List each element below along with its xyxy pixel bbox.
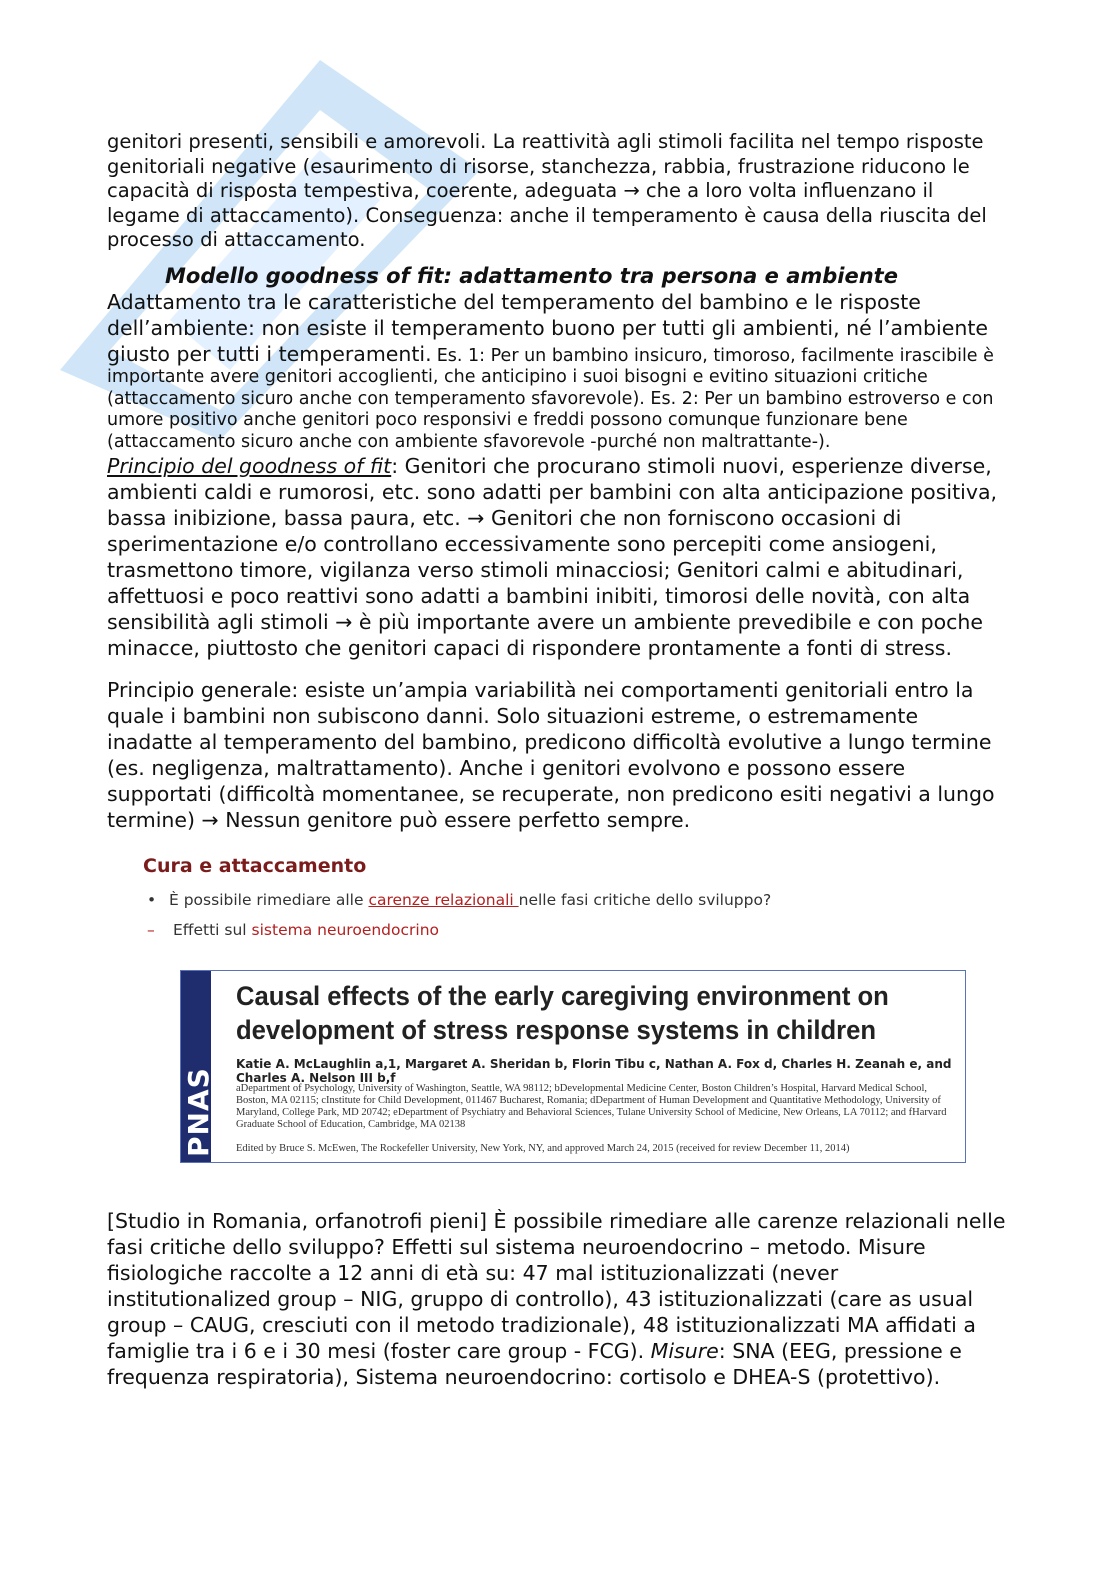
dash-icon: – (147, 921, 155, 939)
pnas-affiliations: aDepartment of Psychology, University of Washington, Seattle, WA 98112; bDevelopmental Medicine Center, Boston Children’s Hospital, Harvard Medical School, Boston, MA 02115; cInstitute for Child Development, 011467 Bucharest, Romania; dDepartment of Human Development and Quantitative Methodology, University of Maryland, College Park, MD 20742; eDepartment of Psychiatry and Behavioral Sciences, Tulane University School of Medicine, New Orleans, LA 70112; and fHarvard Graduate School of Education, Cambridge, MA 02138 (236, 1083, 947, 1130)
principle-label: Principio del goodness of fit (107, 454, 392, 478)
pnas-title: Causal effects of the early caregiving environment on development of stress response systems in children (236, 981, 889, 1045)
bullet-pre: È possibile rimediare alle (169, 891, 369, 909)
study-label: Misure (650, 1339, 719, 1363)
principle-text: : Genitori che procurano stimoli nuovi, esperienze diverse, ambienti caldi e rumorosi, etc. sono adatti per bambini con alta anticipazione positiva, bassa inibizione, bassa paura, etc. → Genitori che non forniscono occasioni di sperimentazione e/o controllano eccessivamente sono percepiti come ansiogeni, trasmettono timore, vigilanza verso stimoli minacciosi; Genitori calmi e abitudinari, affettuosi e poco reattivi sono adatti a bambini inibiti, timorosi delle novità, con alta sensibilità agli stimoli → è più importante avere un ambiente prevedibile e con poche minacce, piuttosto che genitori capaci di rispondere prontamente a fonti di stress. (107, 454, 998, 660)
sub-pre: Effetti sul (173, 921, 252, 939)
pnas-article-header (180, 970, 966, 1163)
slide-subbullet (147, 921, 439, 939)
slide-image (107, 855, 1007, 1210)
document-page (107, 130, 1007, 1390)
principle-paragraph (107, 453, 1007, 661)
fit-main-text: Adattamento tra le caratteristiche del temperamento del bambino e le risposte dell’ambiente: non esiste il temperamento buono per tutti gli ambienti, né l’ambiente giusto per tutti i temperamenti. (107, 289, 988, 366)
study-post: : SNA (EEG, pressione e frequenza respiratoria), Sistema neuroendocrino: cortisolo e DHEA-S (protettivo). (107, 1339, 962, 1389)
general-principle-paragraph: Principio generale: esiste un’ampia variabilità nei comportamenti genitoriali entro la quale i bambini non subiscono danni. Solo situazioni estreme, o estremamente inadatte al temperamento del bambino, predicono difficoltà evolutive a lungo termine (es. negligenza, maltrattamento). Anche i genitori evolvono e possono essere supportati (difficoltà momentanee, se recuperate, non predicono esiti negativi a lungo termine) → Nessun genitore può essere perfetto sempre. (107, 678, 995, 832)
bullet-red: carenze relazionali (368, 891, 519, 909)
slide-bullet (147, 891, 771, 909)
bullet-post: nelle fasi critiche dello sviluppo? (518, 891, 772, 909)
pnas-edited: Edited by Bruce S. McEwen, The Rockefeller University, New York, NY, and approved March 24, 2015 (received for review December 11, 2014) (236, 1143, 850, 1154)
fit-paragraph (107, 289, 1007, 454)
fit-examples-text: Es. 1: Per un bambino insicuro, timoroso, facilmente irascibile è importante avere genitori accoglienti, che anticipino i suoi bisogni e evitino situazioni critiche (attaccamento sicuro anche con temperamento sfavorevole). Es. 2: Per un bambino estroverso e con umore positivo anche genitori poco responsivi e freddi possono comunque funzionare bene (attaccamento sicuro anche con ambiente sfavorevole -purché non maltrattante-). (107, 345, 994, 452)
study-paragraph (107, 1208, 1007, 1390)
sub-red: sistema neuroendocrino (251, 921, 440, 939)
slide-title: Cura e attaccamento (143, 855, 367, 877)
study-pre: [Studio in Romania, orfanotrofi pieni] È possibile rimediare alle carenze relazionali nelle fasi critiche dello sviluppo? Effetti sul sistema neuroendocrino – metodo. Misure fisiologiche raccolte a 12 anni di età su: 47 mal istituzionalizzati (never institutionalized group – NIG, gruppo di controllo), 43 istituzionalizzati (care as usual group – CAUG, cresciuti con il metodo tradizionale), 48 istituzionalizzati MA affidati a famiglie tra i 6 e i 30 mesi (foster care group - FCG). (107, 1209, 1006, 1363)
bullet-icon: • (147, 891, 157, 909)
section-heading: Modello goodness of fit: adattamento tra persona e ambiente (165, 263, 898, 288)
pnas-band (181, 971, 215, 1162)
intro-paragraph: genitori presenti, sensibili e amorevoli. La reattività agli stimoli facilita nel tempo risposte genitoriali negative (esaurimento di risorse, stanchezza, rabbia, frustrazione riducono le capacità di risposta tempestiva, coerente, adeguata → che a loro volta influenzano il legame di attaccamento). Conseguenza: anche il temperamento è causa della riuscita del processo di attaccamento. (107, 130, 987, 251)
pnas-authors: Katie A. McLaughlin a,1, Margaret A. Sheridan b, Florin Tibu c, Nathan A. Fox d, Charles H. Zeanah e, and Charles A. Nelson III b,f (236, 1057, 952, 1085)
pnas-logo: PNAS (182, 1067, 215, 1157)
